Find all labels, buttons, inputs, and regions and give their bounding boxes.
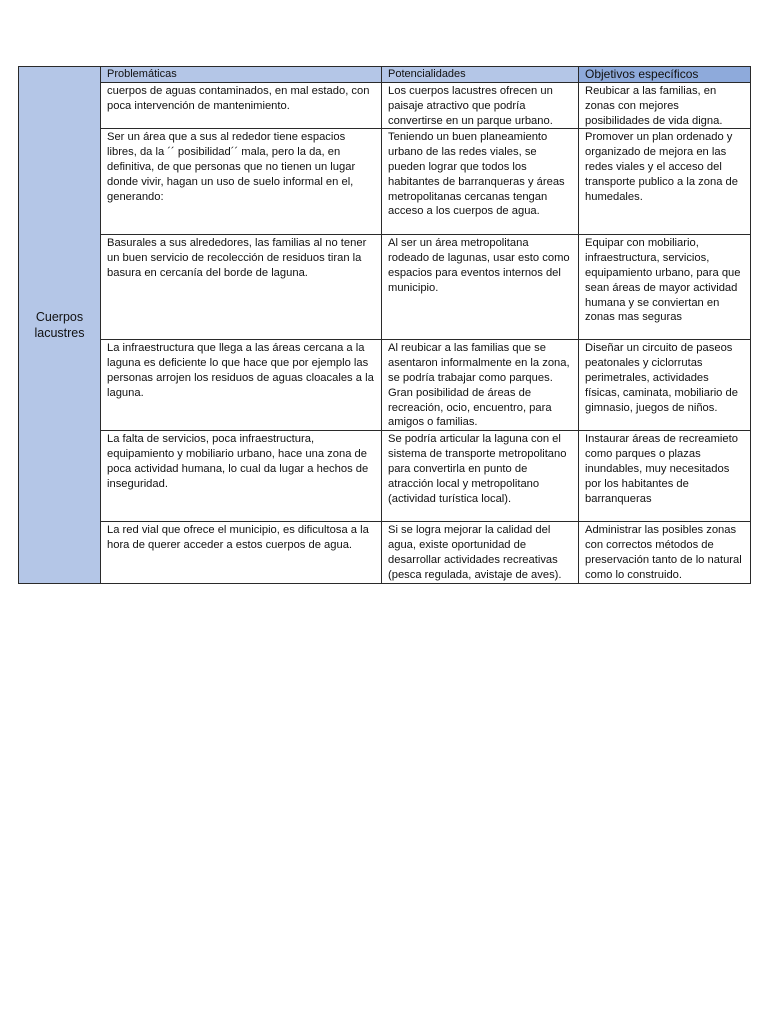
potencialidad-cell: Si se logra mejorar la calidad del agua, existe oportunidad de desarrollar actividades recreativas (pesca regulada, avistaje de aves). — [382, 522, 579, 583]
objetivo-cell: Administrar las posibles zonas con correctos métodos de preservación tanto de lo natural como lo construido. — [579, 522, 751, 583]
header-row — [19, 67, 751, 83]
potencialidad-cell: Al reubicar a las familias que se asentaron informalmente en la zona, se podría trabajar como parques. Gran posibilidad de áreas de recreación, ocio, encuentro, para amigos o familias. — [382, 340, 579, 431]
objetivo-cell: Promover un plan ordenado y organizado de mejora en las redes viales y el acceso del transporte publico a la zona de humedales. — [579, 129, 751, 235]
problematica-cell: La falta de servicios, poca infraestructura, equipamiento y mobiliario urbano, hace una zona de poca actividad humana, lo cual da lugar a hechos de inseguridad. — [101, 431, 382, 522]
objetivo-cell: Reubicar a las familias, en zonas con mejores posibilidades de vida digna. — [579, 83, 751, 129]
analysis-table — [18, 66, 751, 584]
table-row — [19, 431, 751, 522]
problematica-cell: La infraestructura que llega a las áreas cercana a la laguna es deficiente lo que hace que por ejemplo las personas arrojen los residuos de aguas cloacales a la laguna. — [101, 340, 382, 431]
header-potencialidades: Potencialidades — [382, 67, 579, 83]
problematica-cell: Basurales a sus alrededores, las familias al no tener un buen servicio de recolección de residuos tiran la basura en cercanía del borde de laguna. — [101, 235, 382, 340]
potencialidad-cell: Al ser un área metropolitana rodeado de lagunas, usar esto como espacios para eventos internos del municipio. — [382, 235, 579, 340]
table-row — [19, 129, 751, 235]
header-objetivos: Objetivos específicos — [579, 67, 751, 83]
row-group-label: Cuerpos lacustres — [19, 67, 101, 584]
problematica-cell: Ser un área que a sus al rededor tiene espacios libres, da la ´´ posibilidad´´ mala, pero la da, en definitiva, de que personas que no tienen un lugar donde vivir, hagan un uso de suelo informal en el, generando: — [101, 129, 382, 235]
potencialidad-cell: Teniendo un buen planeamiento urbano de las redes viales, se pueden lograr que todos los habitantes de barranqueras y áreas metropolitanas cercanas tengan acceso a los cuerpos de agua. — [382, 129, 579, 235]
table-row — [19, 340, 751, 431]
table-row — [19, 522, 751, 583]
problematica-cell: La red vial que ofrece el municipio, es dificultosa a la hora de querer acceder a estos cuerpos de agua. — [101, 522, 382, 583]
header-problematicas: Problemáticas — [101, 67, 382, 83]
table-row — [19, 235, 751, 340]
table-row — [19, 83, 751, 129]
potencialidad-cell: Los cuerpos lacustres ofrecen un paisaje atractivo que podría convertirse en un parque urbano. — [382, 83, 579, 129]
objetivo-cell: Instaurar áreas de recreamieto como parques o plazas inundables, muy necesitados por los habitantes de barranqueras — [579, 431, 751, 522]
problematica-cell: cuerpos de aguas contaminados, en mal estado, con poca intervención de mantenimiento. — [101, 83, 382, 129]
objetivo-cell: Diseñar un circuito de paseos peatonales y ciclorrutas perimetrales, actividades físicas, caminata, mobiliario de gimnasio, juegos de niños. — [579, 340, 751, 431]
potencialidad-cell: Se podría articular la laguna con el sistema de transporte metropolitano para convertirla en punto de atracción local y metropolitano (actividad turística local). — [382, 431, 579, 522]
objetivo-cell: Equipar con mobiliario, infraestructura, servicios, equipamiento urbano, para que sean áreas de mayor actividad humana y se conviertan en zonas mas seguras — [579, 235, 751, 340]
